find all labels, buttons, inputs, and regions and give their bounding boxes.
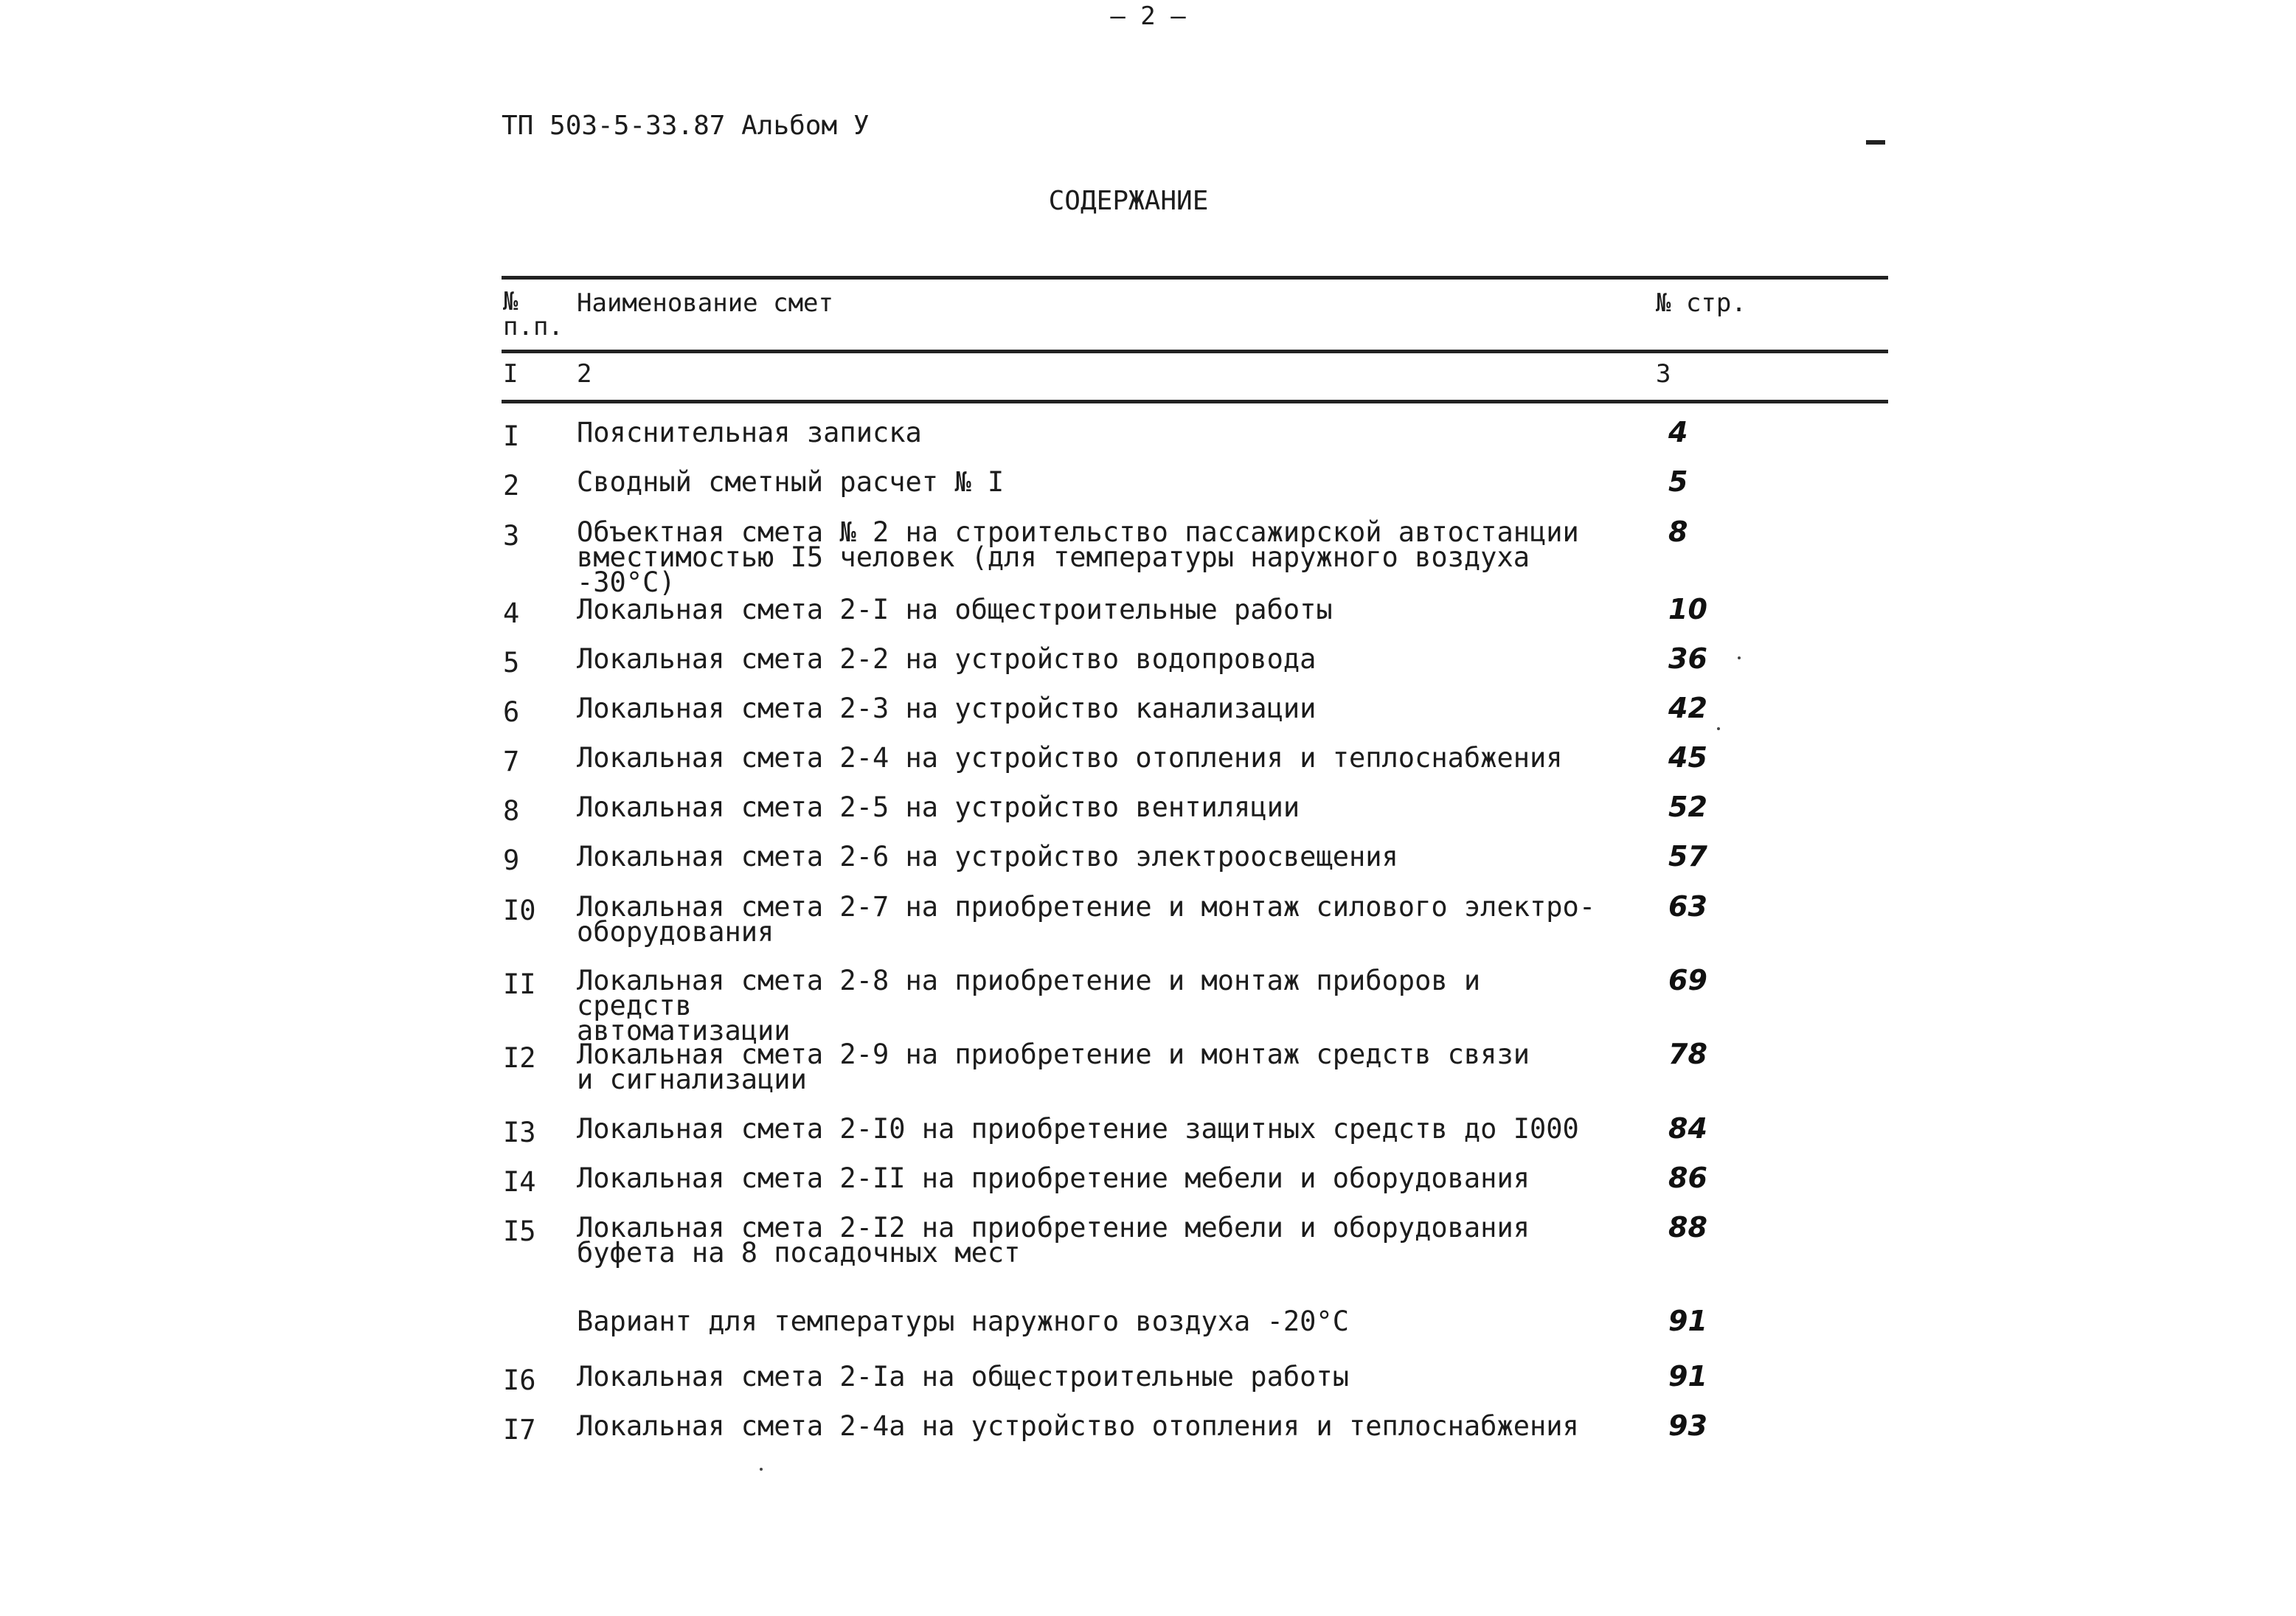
table-row [0,516,2296,598]
row-estimate-name: Локальная смета 2-4 на устройство отопления и теплоснабжения [577,742,1563,774]
row-estimate-name: Локальная смета 2-II на приобретение мебели и оборудования [577,1162,1530,1194]
row-estimate-name: Локальная смета 2-8 на приобретение и монтаж приборов и средств автоматизации [577,965,1481,1047]
row-number: 7 [503,746,520,777]
page-title: СОДЕРЖАНИЕ [1048,186,1209,216]
row-estimate-name: Локальная смета 2-I2 на приобретение мебели и оборудования буфета на 8 посадочных мест [577,1212,1530,1269]
row-page-number: 42 [1668,692,1707,724]
table-row [0,1360,2296,1409]
row-page-number: 57 [1668,840,1707,873]
row-page-number: 5 [1668,465,1688,498]
row-estimate-name: Пояснительная записка [577,417,922,448]
row-estimate-name: Локальная смета 2-3 на устройство канализации [577,693,1317,724]
row-estimate-name: Локальная смета 2-6 на устройство электроосвещения [577,841,1398,873]
row-page-number: 91 [1668,1360,1707,1393]
row-page-number: 91 [1668,1305,1707,1337]
row-number: I0 [503,895,536,926]
table-row [0,840,2296,889]
row-estimate-name: Локальная смета 2-Iа на общестроительные работы [577,1361,1349,1393]
row-number: I [503,420,520,452]
row-estimate-name: Локальная смета 2-5 на устройство вентиляции [577,791,1300,823]
row-number: 5 [503,647,520,679]
row-page-number: 8 [1668,516,1688,548]
page-number: – 2 – [1110,1,1186,31]
header-rule [502,350,1888,353]
column-number-1: I [503,359,518,389]
row-estimate-name: Вариант для температуры наружного воздуха -20°С [577,1305,1349,1337]
row-number: 9 [503,845,520,876]
document-code: ТП 503-5-33.87 Альбом У [502,111,870,141]
table-row [0,593,2296,642]
row-page-number: 93 [1668,1409,1707,1442]
row-estimate-name: Сводный сметный расчет № I [577,466,1005,498]
row-page-number: 36 [1668,642,1707,675]
table-row [0,416,2296,465]
row-estimate-name: Локальная смета 2-4а на устройство отопления и теплоснабжения [577,1410,1579,1442]
table-row [0,642,2296,691]
row-number: I7 [503,1414,536,1446]
margin-dash-mark [1866,140,1885,145]
row-estimate-name: Локальная смета 2-I0 на приобретение защитных средств до I000 [577,1113,1579,1145]
row-number: 3 [503,520,520,552]
row-number: I4 [503,1166,536,1198]
column-numbers-rule [502,400,1888,403]
scan-speck [1717,727,1720,730]
row-page-number: 10 [1668,593,1707,625]
table-row [0,964,2296,1047]
column-number-3: 3 [1656,359,1671,389]
row-page-number: 52 [1668,791,1707,823]
row-estimate-name: Локальная смета 2-2 на устройство водопровода [577,643,1317,675]
row-number: I3 [503,1117,536,1148]
row-page-number: 84 [1668,1112,1707,1145]
row-page-number: 45 [1668,741,1707,774]
row-page-number: 86 [1668,1162,1707,1194]
row-page-number: 4 [1668,416,1688,448]
scan-speck [760,1468,763,1471]
table-row [0,890,2296,948]
table-row [0,1112,2296,1161]
column-number-2: 2 [577,359,592,389]
header-num: № п.п. [503,287,563,341]
table-row [0,791,2296,839]
row-number: 6 [503,696,520,728]
row-number: I5 [503,1216,536,1247]
row-number: 4 [503,597,520,629]
row-estimate-name: Объектная смета № 2 на строительство пассажирской автостанции вместимостью I5 человек (для температуры наружного воздуха -30°С) [577,516,1579,598]
header-name: Наименование смет [577,288,833,318]
row-number: I6 [503,1364,536,1396]
row-estimate-name: Локальная смета 2-9 на приобретение и монтаж средств связи и сигнализации [577,1038,1530,1095]
row-number: II [503,968,536,1000]
row-estimate-name: Локальная смета 2-I на общестроительные работы [577,594,1333,625]
row-number: 2 [503,470,520,502]
row-page-number: 63 [1668,890,1707,923]
table-row [0,1305,2296,1353]
row-number: I2 [503,1042,536,1074]
row-page-number: 88 [1668,1211,1707,1244]
table-row [0,692,2296,741]
header-page: № стр. [1656,288,1747,318]
row-page-number: 69 [1668,964,1707,996]
table-row [0,1162,2296,1210]
table-row [0,1038,2296,1095]
table-row [0,1211,2296,1269]
row-number: 8 [503,795,520,827]
table-top-rule [502,276,1888,280]
table-row [0,465,2296,514]
row-estimate-name: Локальная смета 2-7 на приобретение и монтаж силового электро- оборудования [577,891,1596,948]
table-row [0,1409,2296,1458]
table-row [0,741,2296,790]
row-page-number: 78 [1668,1038,1707,1070]
scan-speck [1738,656,1741,659]
